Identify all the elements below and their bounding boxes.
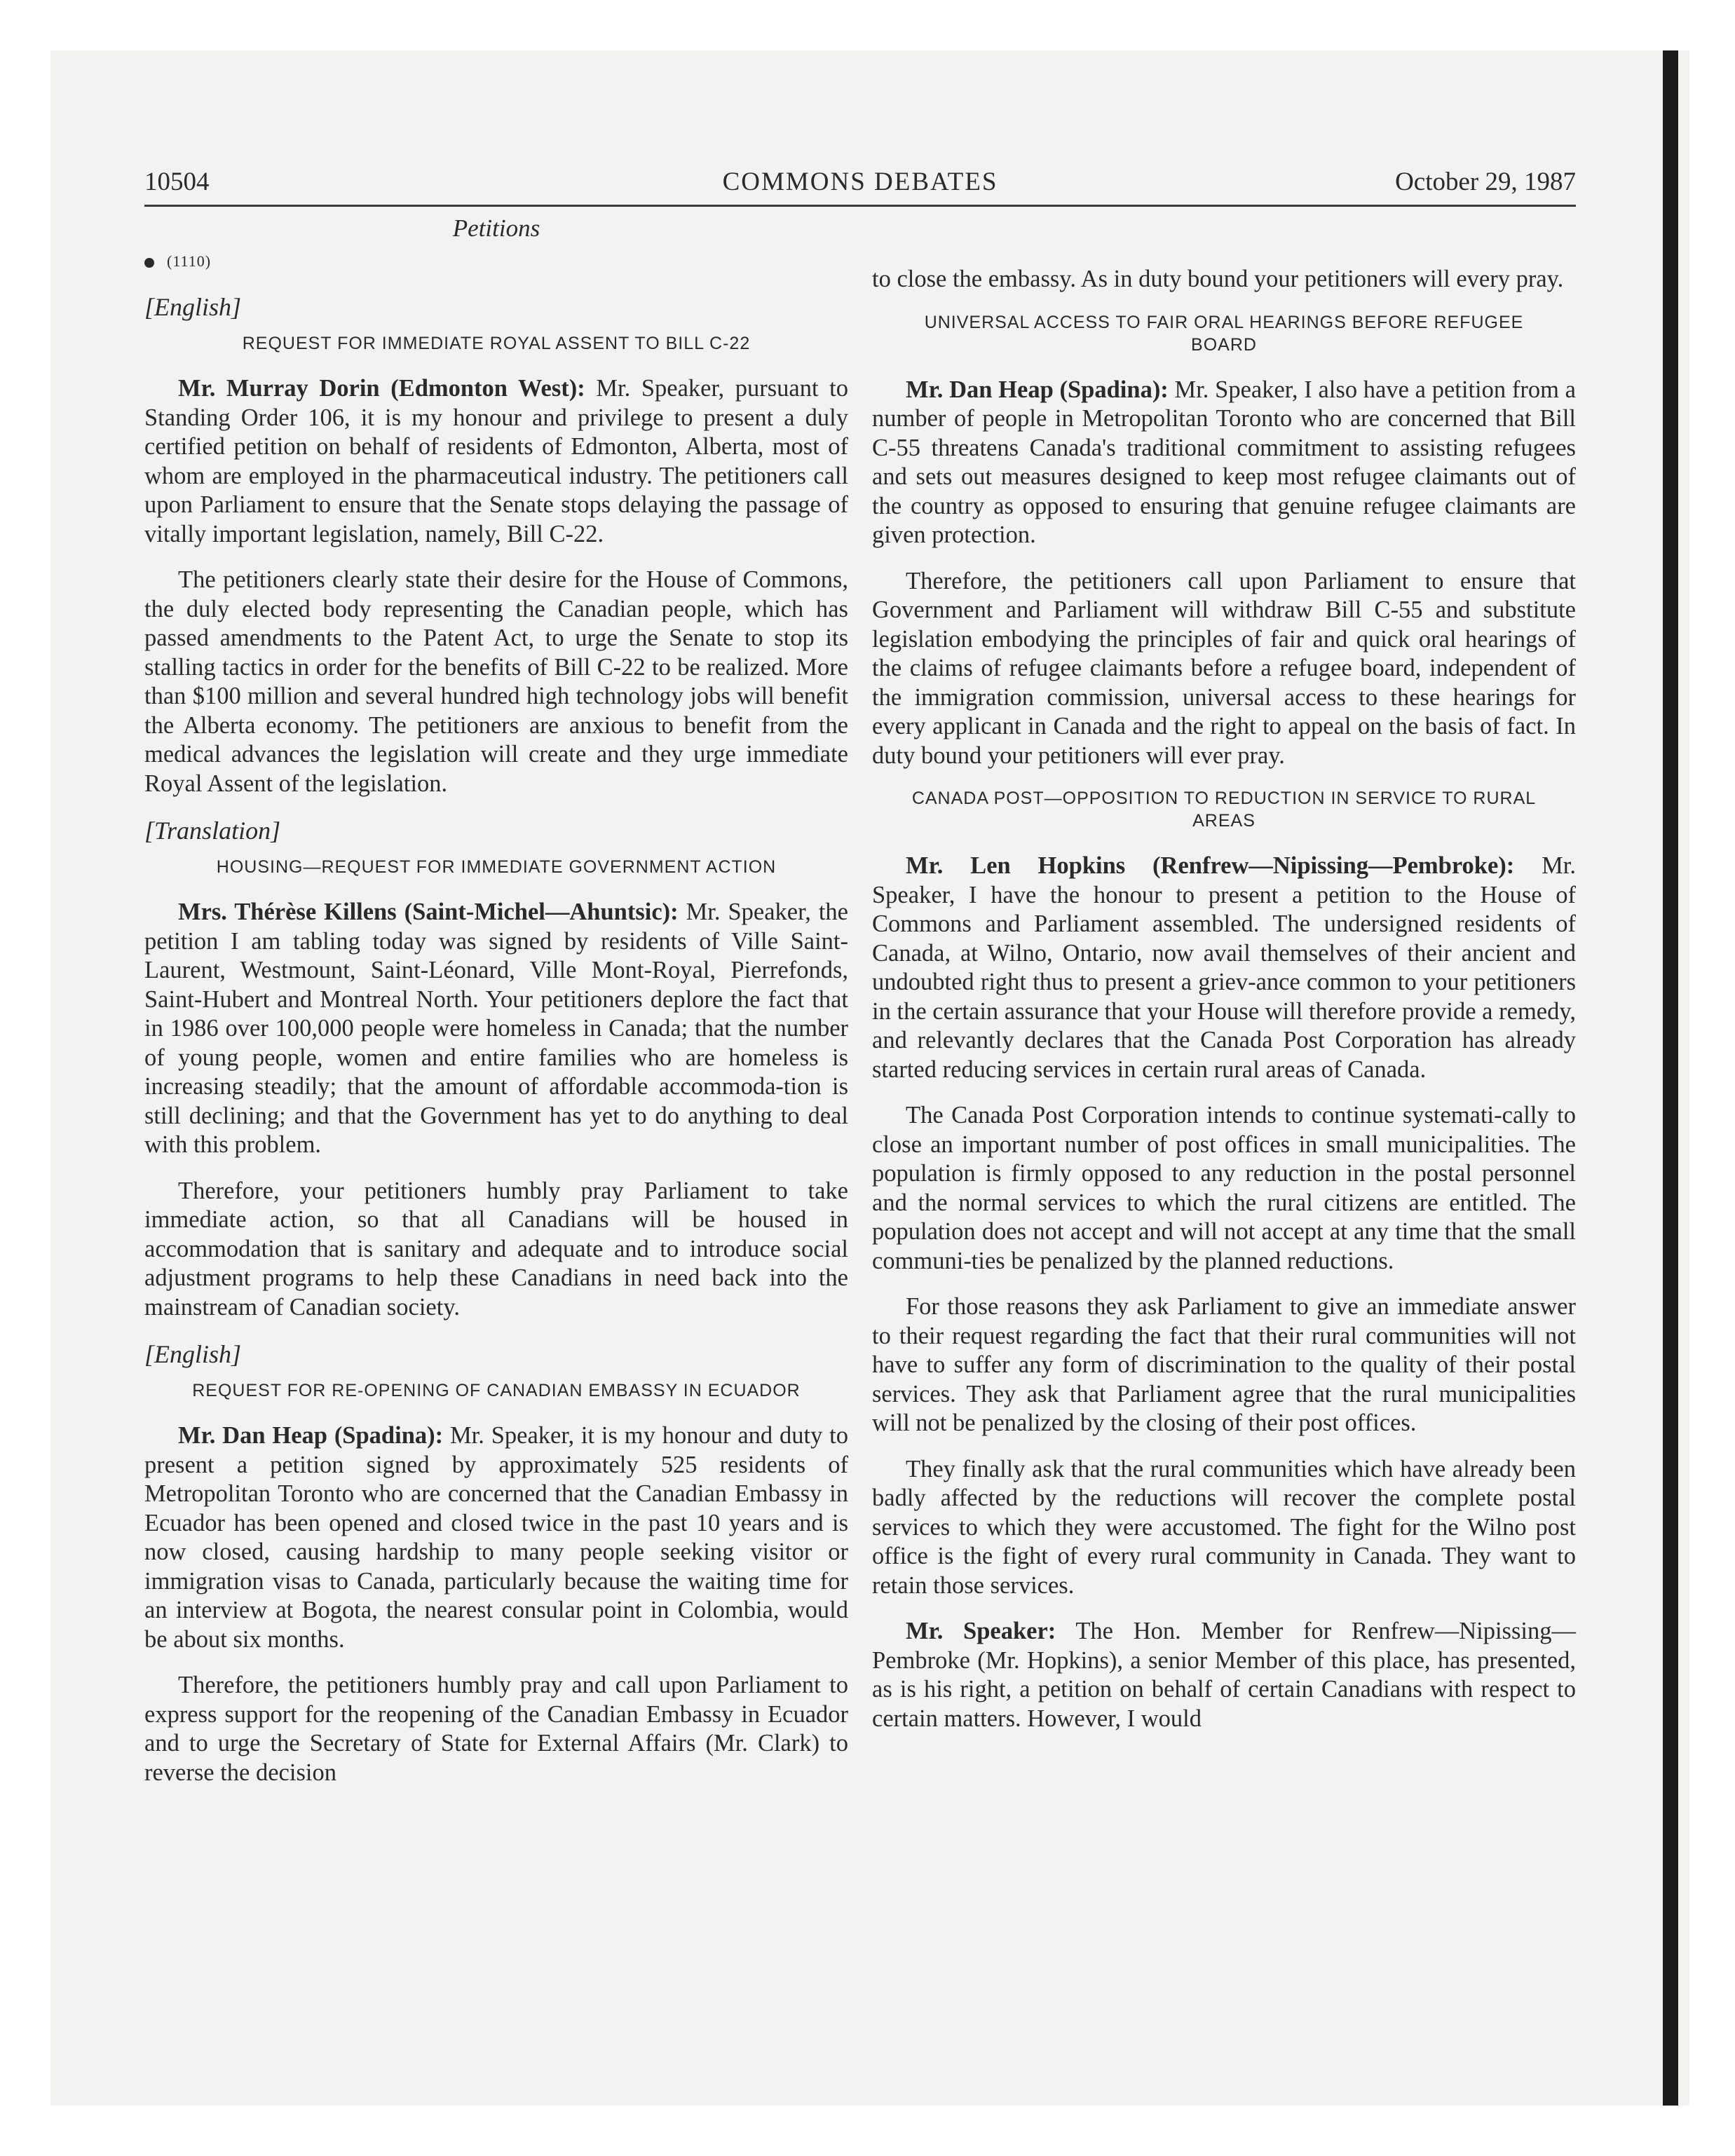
- speaker-name: Mrs. Thérèse Killens (Saint-Michel—Ahuntsic):: [178, 899, 679, 925]
- paragraph: For those reasons they ask Parliament to give an immediate answer to their request regarding the fact that their rural communities will not have to suffer any form of discrimination to the quality of their postal services. They ask that Parliament agree that the rural municipalities will not be penalized by the closing of their post offices.: [872, 1293, 1576, 1436]
- section-title: Petitions: [452, 214, 540, 242]
- paragraph: Therefore, the petitioners humbly pray and call upon Parliament to express support for the reopening of the Canadian Embassy in Ecuador and to urge the Secretary of State for External Affairs (Mr. Clark) to reverse the decision: [144, 1672, 848, 1786]
- speaker-name: Mr. Murray Dorin (Edmonton West):: [178, 375, 585, 402]
- paragraph: to close the embassy. As in duty bound your petitioners will every pray.: [872, 266, 1564, 292]
- paragraph: [872, 1617, 1576, 1733]
- publication-date: October 29, 1987: [1395, 168, 1576, 196]
- bullet-icon: [144, 258, 154, 268]
- paragraph-text: Mr. Speaker, the petition I am tabling today was signed by residents of Ville Saint-Laurent, Westmount, Saint-Léonard, Ville Mont-Royal, Pierrefonds, Saint-Hubert and Montreal North. Your petitioners deplore the fact that in 1986 over 100,000 people were homeless in Canada; that the number of young people, women and entire families who are homeless is increasing steadily; that the amount of affordable accommoda-tion is still declining; and that the Government has yet to do anything to deal with this problem.: [144, 899, 848, 1158]
- paragraph: [144, 898, 848, 1160]
- paragraph-text: The Hon. Member for Renfrew—Nipissing—Pembroke (Mr. Hopkins), a senior Member of this place, has presented, as is his right, a petition on behalf of certain Canadians with respect to certain matters. However, I would: [872, 1618, 1576, 1732]
- paragraph-text: Mr. Speaker, I also have a petition from a number of people in Metropolitan Toronto who are concerned that Bill C-55 threatens Canada's traditional commitment to assisting refugees and sets out measures designed to keep most refugee claimants out of the country as opposed to ensuring that genuine refugee claimants are given protection.: [872, 376, 1576, 548]
- right-column: [872, 265, 1576, 1750]
- left-column: [144, 252, 848, 1804]
- speaker-name: Mr. Dan Heap (Spadina):: [906, 376, 1169, 403]
- paragraph-text: Mr. Speaker, it is my honour and duty to present a petition signed by approximately 525 residents of Metropolitan Toronto who are concerned that the Canadian Embassy in Ecuador has been opened and closed twice in the past 10 years and is now closed, causing hardship to many people seeking visitor or immigration visas to Canada, particularly because the waiting time for an interview at Bogota, the nearest consular point in Colombia, would be about six months.: [144, 1422, 848, 1653]
- time-marker-text: (1110): [167, 252, 212, 270]
- speaker-name: Mr. Len Hopkins (Renfrew—Nipissing—Pembroke):: [906, 852, 1515, 879]
- speaker-name: Mr. Dan Heap (Spadina):: [178, 1422, 444, 1449]
- language-tag: [Translation]: [144, 817, 281, 845]
- paragraph: [872, 852, 1576, 1084]
- petition-heading: REQUEST FOR IMMEDIATE ROYAL ASSENT TO BILL C-22: [242, 334, 751, 353]
- petition-heading: UNIVERSAL ACCESS TO FAIR ORAL HEARINGS BEFORE REFUGEE BOARD: [924, 312, 1524, 355]
- paragraph: [144, 374, 848, 549]
- publication-title: COMMONS DEBATES: [722, 168, 998, 196]
- paragraph: Therefore, your petitioners humbly pray Parliament to take immediate action, so that all Canadians will be housed in accommodation that is sanitary and adequate and to introduce social adjustment programs to help these Canadians in need back into the mainstream of Canadian society.: [144, 1177, 848, 1321]
- language-tag: [English]: [144, 293, 242, 321]
- language-tag: [English]: [144, 1340, 242, 1368]
- paragraph-text: Mr. Speaker, I have the honour to present a petition to the House of Commons and Parliament assembled. The undersigned residents of Canada, at Wilno, Ontario, now avail themselves of their ancient and undoubted right thus to present a griev-ance common to your petitioners in the certain assurance that your House will therefore provide a remedy, and relevantly declares that the Canada Post Corporation has already started reducing services in certain rural areas of Canada.: [872, 852, 1576, 1083]
- petition-heading: REQUEST FOR RE-OPENING OF CANADIAN EMBASSY IN ECUADOR: [192, 1381, 801, 1400]
- paragraph-text: Mr. Speaker, pursuant to Standing Order 106, it is my honour and privilege to present a duly certified petition on behalf of residents of Edmonton, Alberta, most of whom are employed in the pharmaceutical industry. The petitioners call upon Parliament to ensure that the Senate stops delaying the passage of vitally important legislation, namely, Bill C-22.: [144, 375, 848, 547]
- running-header: [144, 165, 1576, 207]
- paragraph: The Canada Post Corporation intends to continue systemati-cally to close an important number of post offices in small municipalities. The population is firmly opposed to any reduction in the postal personnel and the normal services to which the rural citizens are entitled. The population does not accept and will not accept at any time that the small communi-ties be penalized by the planned reductions.: [872, 1102, 1576, 1274]
- paragraph: [144, 1421, 848, 1654]
- paragraph: They finally ask that the rural communities which have already been badly affected by the reductions will recover the complete postal services to which they were accustomed. The fight for the Wilno post office is the fight of every rural community in Canada. They want to retain those services.: [872, 1455, 1576, 1599]
- page-number: 10504: [144, 168, 210, 196]
- petition-heading: CANADA POST—OPPOSITION TO REDUCTION IN SERVICE TO RURAL AREAS: [911, 789, 1537, 831]
- paragraph: The petitioners clearly state their desire for the House of Commons, the duly elected body representing the Canadian people, which has passed amendments to the Patent Act, to urge the Senate to stop its stalling tactics in order for the benefits of Bill C-22 to be realized. More than $100 million and several hundred high technology jobs will benefit the Alberta economy. The petitioners are anxious to benefit from the medical advances the legislation will create and they urge immediate Royal Assent of the legislation.: [144, 566, 848, 797]
- time-marker: [144, 252, 848, 271]
- scan-edge-shadow: [1663, 50, 1678, 2106]
- petition-heading: HOUSING—REQUEST FOR IMMEDIATE GOVERNMENT ACTION: [216, 857, 777, 877]
- paragraph: Therefore, the petitioners call upon Parliament to ensure that Government and Parliament will withdraw Bill C-55 and substitute legislation embodying the principles of fair and quick oral hearings of the claims of refugee claimants before a refugee board, independent of the immigration commission, universal access to these hearings for every applicant in Canada and the right to appeal on the basis of fact. In duty bound your petitioners will ever pray.: [872, 567, 1576, 769]
- paragraph: [872, 376, 1576, 550]
- speaker-name: Mr. Speaker:: [906, 1618, 1056, 1644]
